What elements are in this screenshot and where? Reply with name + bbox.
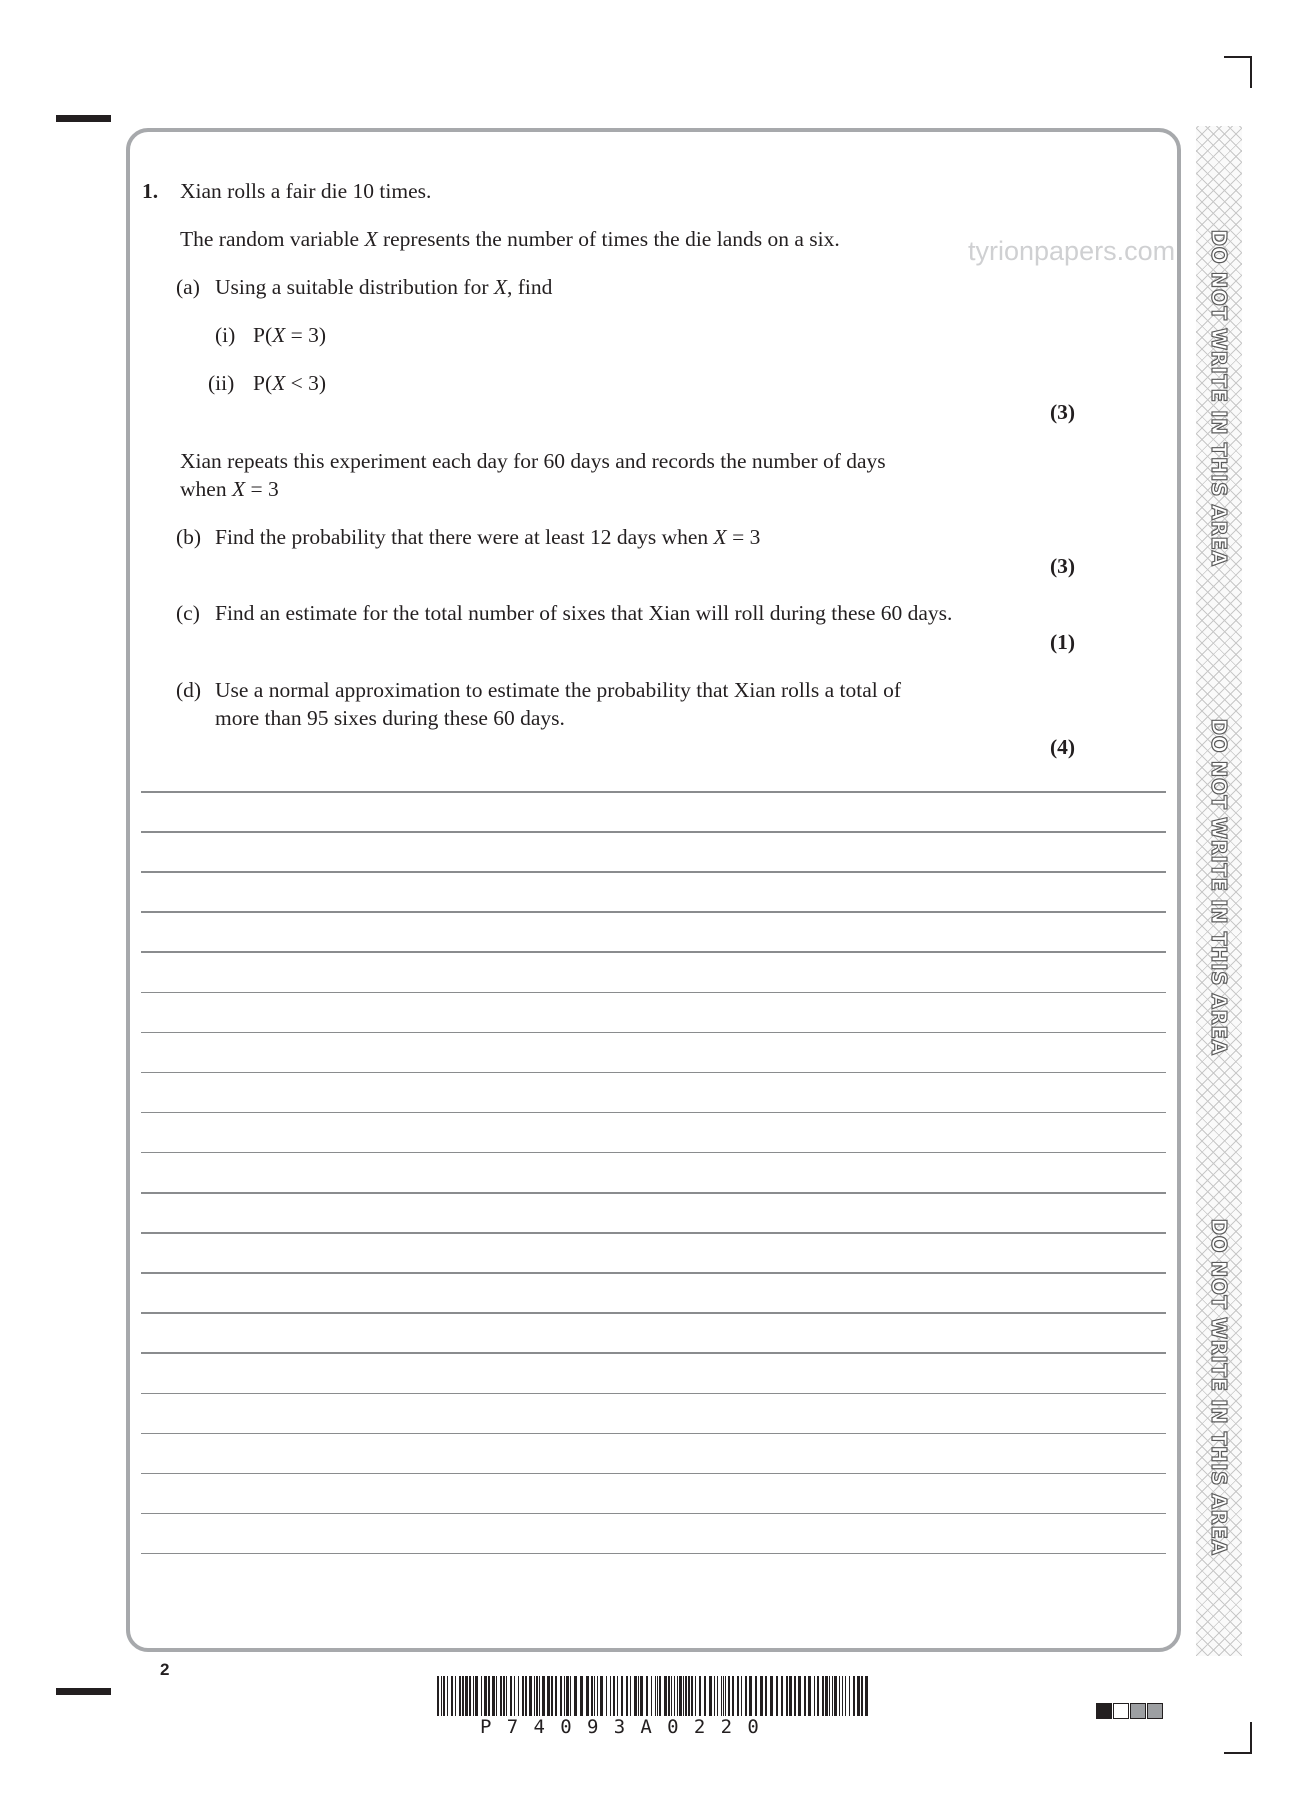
repeat-line-2: when X = 3 — [180, 477, 279, 501]
barcode-bar — [597, 1676, 598, 1716]
barcode-bar — [475, 1676, 478, 1716]
barcode-bar — [560, 1676, 562, 1716]
answer-line[interactable] — [141, 992, 1166, 994]
barcode-bar — [755, 1676, 757, 1716]
barcode-bar — [829, 1676, 830, 1716]
barcode-bar — [842, 1676, 843, 1716]
answer-line[interactable] — [141, 1433, 1166, 1435]
barcode-bar — [814, 1676, 815, 1716]
part-b-text: Find the probability that there were at least 12 days when X = 3 — [215, 525, 761, 549]
answer-line[interactable] — [141, 1112, 1166, 1114]
barcode-bar — [709, 1676, 712, 1716]
barcode-bar — [732, 1676, 734, 1716]
barcode-bar — [671, 1676, 672, 1716]
barcode-bar — [640, 1676, 643, 1716]
part-c-text: Find an estimate for the total number of sixes that Xian will roll during these 60 days. — [215, 601, 953, 625]
barcode-bar — [443, 1676, 445, 1716]
crop-mark-top-right-h — [1224, 56, 1252, 58]
barcode-bar — [789, 1676, 792, 1716]
part-d-line-2: more than 95 sixes during these 60 days. — [215, 706, 565, 730]
barcode-bar — [591, 1676, 593, 1716]
barcode-bar — [630, 1676, 631, 1716]
barcode-bar — [459, 1676, 461, 1716]
barcode-bar — [488, 1676, 490, 1716]
part-a-i-label: (i) — [215, 323, 236, 347]
barcode-bar — [617, 1676, 618, 1716]
barcode-bar — [651, 1676, 652, 1716]
barcode-bar — [728, 1676, 730, 1716]
crop-mark-bottom-right-h — [1224, 1752, 1252, 1754]
barcode-bar — [536, 1676, 538, 1716]
part-c-marks: (1) — [1050, 630, 1076, 654]
answer-line[interactable] — [141, 911, 1166, 913]
barcode-bar — [551, 1676, 553, 1716]
part-d-line-1: Use a normal approximation to estimate the probability that Xian rolls a total of — [215, 678, 902, 702]
barcode-bar — [542, 1676, 545, 1716]
barcode-bar — [677, 1676, 678, 1716]
barcode-bar — [646, 1676, 648, 1716]
barcode-bar — [737, 1676, 739, 1716]
barcode-bar — [861, 1676, 863, 1716]
registration-mark-top-left — [56, 115, 111, 122]
watermark: tyrionpapers.com — [968, 236, 1176, 266]
barcode-bar — [574, 1676, 577, 1716]
barcode-bar — [514, 1676, 515, 1716]
barcode-bar — [786, 1676, 788, 1716]
progress-squares — [1096, 1703, 1164, 1721]
barcode-bar — [723, 1676, 724, 1716]
barcode-bar — [849, 1676, 850, 1716]
part-a-ii-text: P(X < 3) — [253, 371, 327, 395]
barcode-bar — [492, 1676, 495, 1716]
barcode-bar — [817, 1676, 819, 1716]
barcode-bar — [465, 1676, 468, 1716]
barcode-bar — [534, 1676, 535, 1716]
answer-line[interactable] — [141, 1192, 1166, 1194]
barcode-bar — [832, 1676, 833, 1716]
barcode-bar — [683, 1676, 684, 1716]
barcode-bar — [794, 1676, 796, 1716]
barcode-bar — [606, 1676, 607, 1716]
barcode-bar — [503, 1676, 505, 1716]
barcode-bar — [745, 1676, 747, 1716]
barcode-bar — [447, 1676, 448, 1716]
barcode-bar — [765, 1676, 767, 1716]
barcode-bar — [804, 1676, 806, 1716]
crop-mark-top-right-v — [1250, 56, 1252, 88]
barcode-bar — [685, 1676, 687, 1716]
barcode-bar — [522, 1676, 524, 1716]
barcode-bar — [688, 1676, 690, 1716]
barcode-bar — [594, 1676, 595, 1716]
barcode-bar — [469, 1676, 471, 1716]
answer-line[interactable] — [141, 1152, 1166, 1154]
answer-line[interactable] — [141, 791, 1166, 793]
barcode-bar — [865, 1676, 868, 1716]
barcode-bar — [721, 1676, 722, 1716]
barcode-bar — [655, 1676, 656, 1716]
barcode-bar — [462, 1676, 464, 1716]
barcode-bar — [441, 1676, 442, 1716]
barcode-bar — [500, 1676, 502, 1716]
answer-line[interactable] — [141, 1513, 1166, 1515]
barcode-bar — [704, 1676, 706, 1716]
registration-mark-bottom-left — [56, 1688, 111, 1695]
barcode-bar — [580, 1676, 583, 1716]
question-variable-definition: The random variable X represents the number of times the die lands on a six. — [180, 227, 840, 251]
barcode-bar — [481, 1676, 482, 1716]
barcode-bar — [853, 1676, 855, 1716]
part-d-label: (d) — [176, 678, 202, 702]
barcode-bar — [626, 1676, 628, 1716]
answer-line[interactable] — [141, 1032, 1166, 1034]
barcode-bar — [566, 1676, 569, 1716]
answer-line[interactable] — [141, 1272, 1166, 1274]
barcode-bar — [679, 1676, 682, 1716]
barcode-bar — [699, 1676, 701, 1716]
question-number: 1. — [142, 179, 159, 203]
barcode-bar — [564, 1676, 565, 1716]
barcode-bar — [760, 1676, 763, 1716]
barcode-bar — [845, 1676, 846, 1716]
barcode-bar — [510, 1676, 512, 1716]
barcode-bar — [695, 1676, 696, 1716]
barcode-bar — [525, 1676, 527, 1716]
part-b-label: (b) — [176, 525, 202, 549]
barcode-bar — [691, 1676, 693, 1716]
barcode-bar — [621, 1676, 623, 1716]
barcode-bar — [586, 1676, 589, 1716]
barcode-bar — [839, 1676, 840, 1716]
answer-line[interactable] — [141, 1473, 1166, 1475]
answer-line[interactable] — [141, 1393, 1166, 1395]
barcode-bar — [781, 1676, 783, 1716]
progress-square — [1096, 1703, 1112, 1719]
answer-line[interactable] — [141, 831, 1166, 833]
barcode-bar — [657, 1676, 658, 1716]
barcode-bar — [455, 1676, 456, 1716]
barcode-bar — [610, 1676, 611, 1716]
part-a-text: Using a suitable distribution for X, find — [215, 275, 553, 299]
question-intro: Xian rolls a fair die 10 times. — [180, 179, 432, 203]
repeat-line-1: Xian repeats this experiment each day for 60 days and records the number of days — [180, 449, 886, 473]
barcode-bar — [770, 1676, 773, 1716]
part-a-ii-label: (ii) — [208, 371, 235, 395]
progress-square — [1130, 1703, 1146, 1719]
barcode-bar — [518, 1676, 519, 1716]
answer-line[interactable] — [141, 871, 1166, 873]
barcode-bar — [741, 1676, 742, 1716]
part-a-i-text: P(X = 3) — [253, 323, 327, 347]
barcode-bar — [714, 1676, 715, 1716]
answer-line[interactable] — [141, 1232, 1166, 1234]
barcode-bar — [547, 1676, 550, 1716]
barcode-bar — [539, 1676, 540, 1716]
barcode-text: P74093A0220 — [480, 1716, 775, 1738]
barcode-bar — [776, 1676, 778, 1716]
barcode-bar — [664, 1676, 667, 1716]
barcode-bar — [857, 1676, 860, 1716]
barcode-bar — [717, 1676, 718, 1716]
barcode-bar — [496, 1676, 497, 1716]
answer-line[interactable] — [141, 1072, 1166, 1074]
answer-line[interactable] — [141, 1352, 1166, 1354]
answer-line[interactable] — [141, 951, 1166, 953]
part-c-label: (c) — [176, 601, 200, 625]
barcode-bar — [638, 1676, 639, 1716]
answer-line[interactable] — [141, 1312, 1166, 1314]
page-number: 2 — [160, 1660, 170, 1679]
barcode-bar — [834, 1676, 837, 1716]
barcode-bar — [437, 1676, 439, 1716]
progress-square — [1113, 1703, 1129, 1719]
part-d-marks: (4) — [1050, 735, 1076, 759]
barcode-bar — [451, 1676, 453, 1716]
barcode-bar — [484, 1676, 487, 1716]
barcode-bar — [659, 1676, 661, 1716]
barcode-bar — [749, 1676, 752, 1716]
barcode-bar — [725, 1676, 726, 1716]
barcode-bar — [634, 1676, 637, 1716]
barcode-bar — [600, 1676, 603, 1716]
barcode-bar — [825, 1676, 828, 1716]
barcode-bar — [529, 1676, 532, 1716]
part-b-marks: (3) — [1050, 554, 1076, 578]
barcode-bar — [668, 1676, 670, 1716]
barcode-bar — [674, 1676, 675, 1716]
barcode-bar — [473, 1676, 474, 1716]
barcode-bar — [822, 1676, 824, 1716]
crop-mark-bottom-right-v — [1250, 1722, 1252, 1754]
barcode-bar — [506, 1676, 507, 1716]
question-frame — [126, 128, 1181, 1652]
barcode-bar — [798, 1676, 801, 1716]
answer-line[interactable] — [141, 1553, 1166, 1555]
progress-square — [1147, 1703, 1163, 1719]
barcode — [437, 1676, 871, 1716]
part-a-marks: (3) — [1050, 400, 1076, 424]
barcode-bar — [570, 1676, 571, 1716]
barcode-bar — [555, 1676, 557, 1716]
barcode-bar — [808, 1676, 811, 1716]
barcode-bar — [613, 1676, 615, 1716]
part-a-label: (a) — [176, 275, 200, 299]
